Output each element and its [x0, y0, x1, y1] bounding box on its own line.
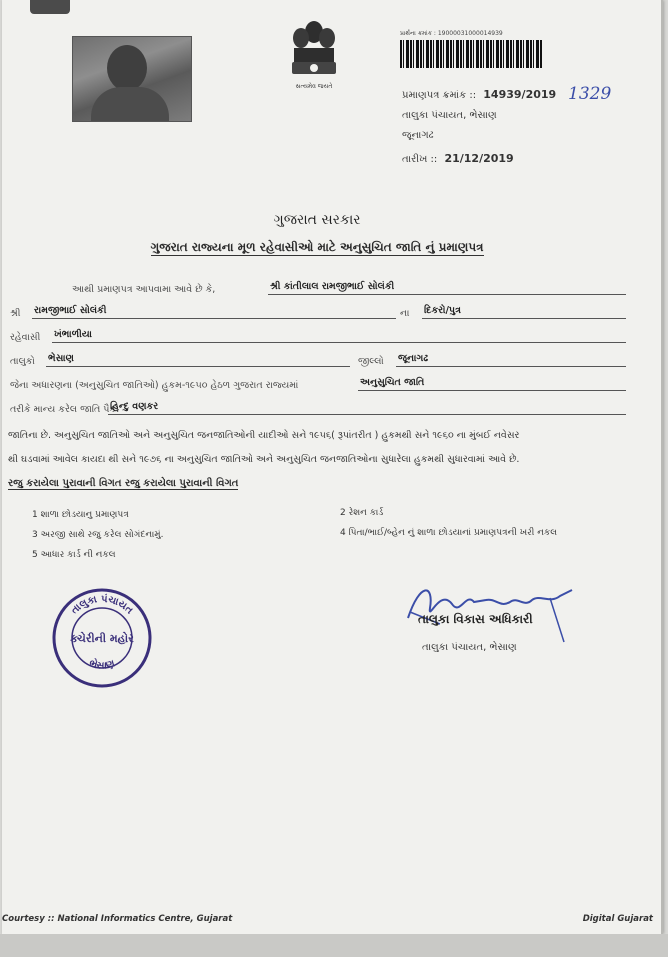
holder-name: શ્રી કાંતીલાલ રામજીભાઈ સોલંકી [268, 281, 626, 295]
certificate-number-value: 14939/2019 [483, 88, 557, 101]
issue-date-label: તારીખ :: [402, 154, 438, 165]
government-heading: ગુજરાત સરકાર [273, 212, 361, 228]
father-name: રામજીભાઈ સોલંકી [32, 305, 396, 319]
document-item: 5 આધાર કાર્ડ ની નકલ [32, 550, 116, 560]
village: ખંભાળીયા [52, 329, 626, 343]
signatory-title: તાલુકા વિકાસ અધિકારી [418, 612, 533, 626]
taluka-label: તાલુકો [10, 356, 35, 367]
certificate-page [2, 0, 663, 934]
shri-label: શ્રી [10, 308, 21, 319]
district-label: જીલ્લો [358, 356, 384, 367]
legal-text-line-2: થી ઘડવામાં આવેલ કાયદા થી સને ૧૯૭૬ ના અનુસુચિત જાતિઓ અને અનુસુચિત જનજાતિઓના સુધારેલા હુકમથી સુધારવામાં આવે છે. [8, 454, 520, 465]
document-item: 2 રેશન કાર્ડ [340, 508, 384, 518]
barcode [400, 40, 542, 68]
seal-top-text: તાલુકા પંચાયત [69, 593, 135, 617]
order-label: જેના અધારણના (અનુસુચિત જાતિઓ) હુકમ-૧૯૫૦ હેઠળ ગુજરાત રાજ્યમાં [10, 380, 299, 391]
resident-label: રહેવાસી [10, 332, 41, 343]
certificate-number [402, 88, 556, 101]
category: અનુસુચિત જાતિ [358, 377, 626, 391]
certificate-number-label: પ્રમાણપત્ર ક્રમાંક :: [402, 90, 477, 101]
seal-center-text: ક્ચેરીની મહોર [70, 632, 134, 645]
document-item: 3 અરજી સાથે રજુ કરેલ સોગંદનામું. [32, 530, 164, 540]
issue-date-value: 21/12/2019 [444, 152, 514, 165]
na-label: ના [400, 308, 410, 319]
issue-date [402, 152, 514, 165]
handwritten-number: 1329 [568, 84, 612, 104]
relation: દિકરો/પુત્ર [422, 305, 626, 319]
district: જૂનાગઢ [396, 353, 626, 367]
footer-courtesy: Courtesy :: National Informatics Centre, Gujarat [2, 914, 233, 924]
documents-heading: રજુ કરાયેલા પુરાવાની વિગત રજુ કરાયેલા પુરાવાની વિગત [8, 478, 239, 489]
issue-label: આથી પ્રમાણપત્ર આપવામા આવે છે કે, [72, 284, 216, 295]
signatory-office: તાલુકા પંચાયત, ભેસાણ [422, 642, 517, 653]
office-seal [50, 586, 154, 690]
legal-text-line-1: જાતિના છે. અનુસુચિત જાતિઓ અને અનુસુચિત જનજાતિઓની યાદીઓ સને ૧૯૫૬( રૂપાંતરીત ) હુકમથી સને ૧૯૬૦ ના મુંબઈ નવેસર [8, 430, 520, 441]
document-item: 4 પિતા/ભાઈ/બ્હેન નું શાળા છોડયાનાં પ્રમાણપત્રની ખરી નકલ [340, 528, 558, 538]
background-edge [0, 934, 668, 957]
svg-text:ભેસાણ [88, 655, 117, 671]
office-district: જૂનાગઢ [402, 130, 434, 141]
footer-brand: Digital Gujarat [582, 914, 653, 924]
emblem-caption: સત્યમેવ જયતે [295, 83, 333, 90]
office-name: તાલુકા પંચાયત, ભેસાણ [402, 110, 497, 121]
document-item: 1 શાળા છોડયાનુ પ્રમાણપત્ર [32, 510, 129, 520]
caste: હિન્દુ વણકર [108, 401, 626, 415]
certificate-title: ગુજરાત રાજ્યના મૂળ રહેવાસીઓ માટે અનુસુચિત જાતિ નું પ્રમાણપત્ર [150, 240, 484, 254]
state-emblem-icon [284, 16, 344, 94]
caste-label: તરીકે માન્ય કરેલ જાતિ પૈકી [10, 404, 119, 415]
barcode-number: પ્રાર્થના ક્રમાંક : 19000031000014939 [400, 30, 503, 37]
seal-bottom-text: ભેસાણ [87, 658, 117, 672]
taluka: ભેસાણ [46, 353, 350, 367]
applicant-photo [72, 36, 192, 122]
clip-mark [30, 0, 70, 14]
